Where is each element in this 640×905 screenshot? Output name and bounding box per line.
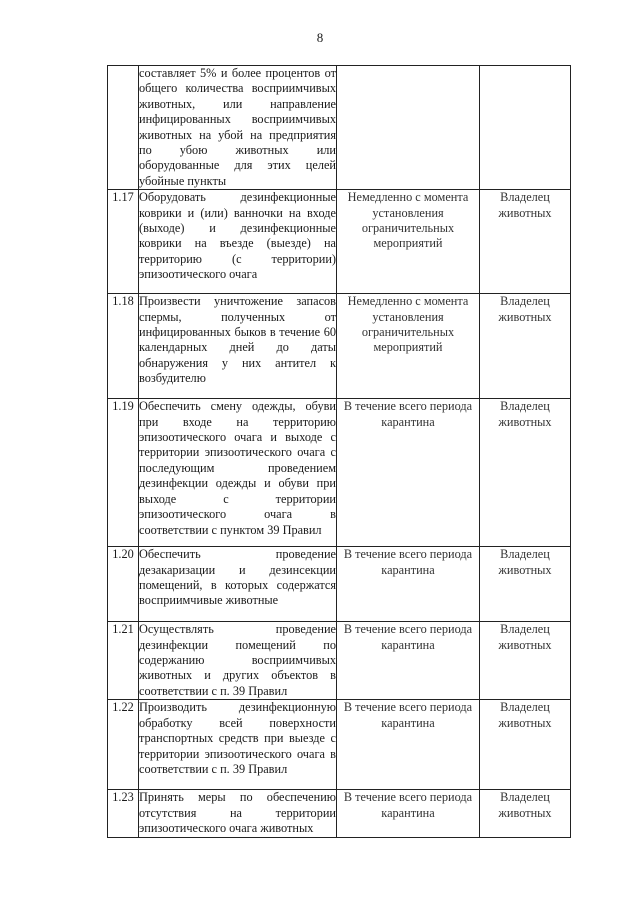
table-row	[108, 790, 571, 838]
measure-text: составляет 5% и более процентов от общего количества восприимчивых животных, или направление инфицированных восприимчивых животных на убой на предприятия по убою животных или оборудованные для этих целей убойные пункты	[139, 66, 336, 188]
table-row	[108, 399, 571, 547]
table-row	[108, 294, 571, 399]
measure-responsible	[480, 66, 571, 190]
table-row	[108, 700, 571, 790]
measure-term: В течение всего периода карантина	[337, 790, 480, 838]
table-row	[108, 547, 571, 622]
measure-responsible: Владелец животных	[480, 399, 571, 547]
measure-text: Обеспечить смену одежды, обуви при входе на территорию эпизоотического очага и выходе с территории эпизоотического очага с последующим проведением дезинфекции одежды и обуви при выходе с территории эпизоотического очага в соответствии с пунктом 39 Правил	[139, 399, 337, 547]
row-number: 1.20	[108, 547, 139, 622]
measure-responsible: Владелец животных	[480, 547, 571, 622]
measures-table	[107, 65, 571, 838]
row-number: 1.17	[108, 190, 139, 294]
measure-responsible: Владелец животных	[480, 790, 571, 838]
measure-term: В течение всего периода карантина	[337, 547, 480, 622]
row-number: 1.21	[108, 622, 139, 700]
measure-term: В течение всего периода карантина	[337, 622, 480, 700]
measure-text: Производить дезинфекционную обработку всей поверхности транспортных средств при выезде с территории эпизоотического очага в соответствии с п. 39 Правил	[139, 700, 337, 790]
measure-responsible: Владелец животных	[480, 190, 571, 294]
measure-responsible: Владелец животных	[480, 294, 571, 399]
row-number	[108, 66, 139, 190]
measure-responsible: Владелец животных	[480, 622, 571, 700]
row-number: 1.22	[108, 700, 139, 790]
table-row	[108, 190, 571, 294]
measure-term	[337, 66, 480, 190]
measure-text: Обеспечить проведение дезакаризации и дезинсекции помещений, в которых содержатся восприимчивые животные	[139, 547, 337, 622]
measure-text: Принять меры по обеспечению отсутствия на территории эпизоотического очага животных	[139, 790, 337, 838]
measure-responsible: Владелец животных	[480, 700, 571, 790]
row-number: 1.19	[108, 399, 139, 547]
measure-term: В течение всего периода карантина	[337, 399, 480, 547]
measure-term: Немедленно с момента установления ограничительных мероприятий	[337, 190, 480, 294]
table-row	[108, 622, 571, 700]
measure-text: Оборудовать дезинфекционные коврики и (или) ванночки на входе (выходе) и дезинфекционные коврики на въезде (выезде) на территорию (с территории) эпизоотического очага	[139, 190, 337, 294]
measure-text: Осуществлять проведение дезинфекции помещений по содержанию восприимчивых животных и других объектов в соответствии с п. 39 Правил	[139, 622, 336, 698]
measure-text: Произвести уничтожение запасов спермы, полученных от инфицированных быков в течение 60 календарных дней до даты обнаружения у них антител к возбудителю	[139, 294, 337, 399]
row-number: 1.23	[108, 790, 139, 838]
page-number: 8	[316, 30, 324, 45]
measure-term: Немедленно с момента установления ограничительных мероприятий	[337, 294, 480, 399]
row-number: 1.18	[108, 294, 139, 399]
table-row	[108, 66, 571, 190]
measure-term: В течение всего периода карантина	[337, 700, 480, 790]
